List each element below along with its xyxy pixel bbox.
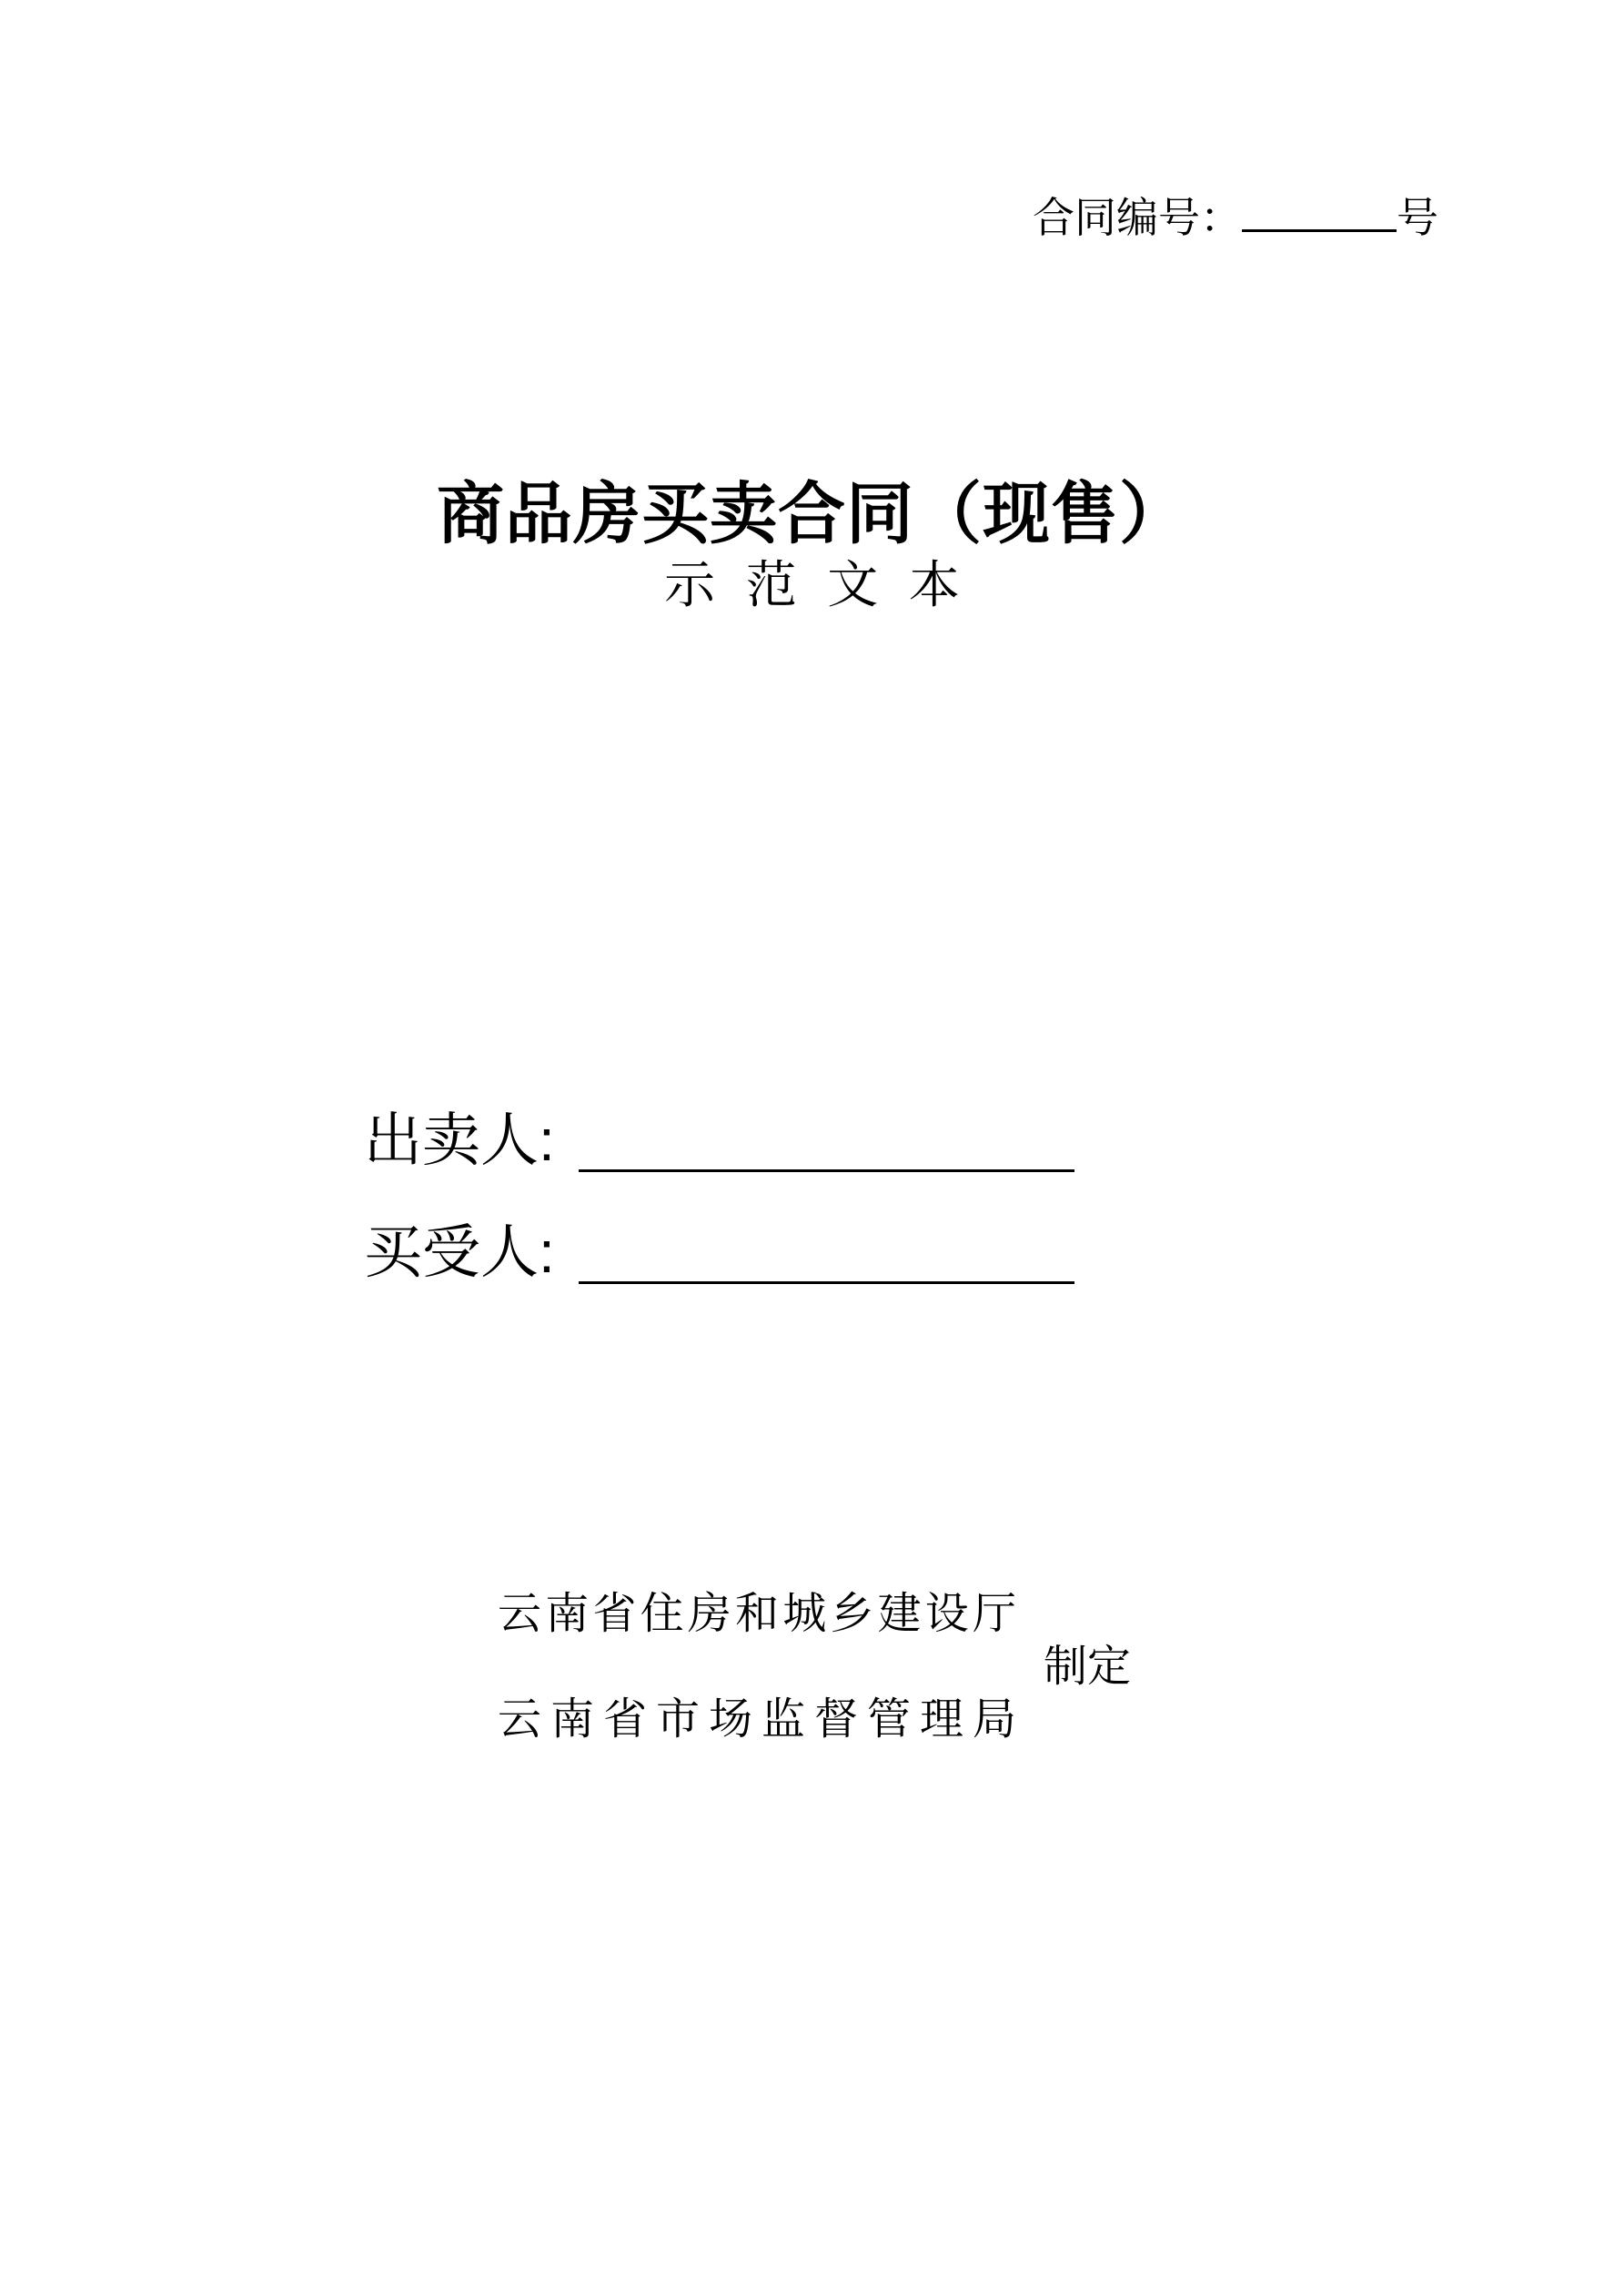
contract-number-label: 合同编号： [1033, 194, 1242, 241]
contract-number-blank [1242, 229, 1397, 232]
maker-organizations [498, 1590, 1016, 1744]
buyer-label: 买受人: [364, 1219, 555, 1285]
document-title: 商品房买卖合同（现售） [437, 476, 1187, 551]
buyer-row [364, 1220, 1074, 1284]
maker-action-label: 制定 [1044, 1643, 1132, 1691]
buyer-fill-line [579, 1281, 1074, 1284]
document-subtitle: 示 范 文 本 [664, 556, 960, 613]
seller-fill-line [579, 1169, 1074, 1172]
maker-org-line-2: 云南省市场监督管理局 [498, 1695, 1016, 1744]
seller-row [364, 1108, 1074, 1172]
maker-org-line-1: 云南省住房和城乡建设厅 [498, 1590, 1016, 1638]
contract-number-suffix: 号 [1397, 194, 1438, 241]
seller-label: 出卖人: [364, 1108, 555, 1173]
contract-number-line [1033, 194, 1438, 241]
maker-block [498, 1590, 1132, 1744]
